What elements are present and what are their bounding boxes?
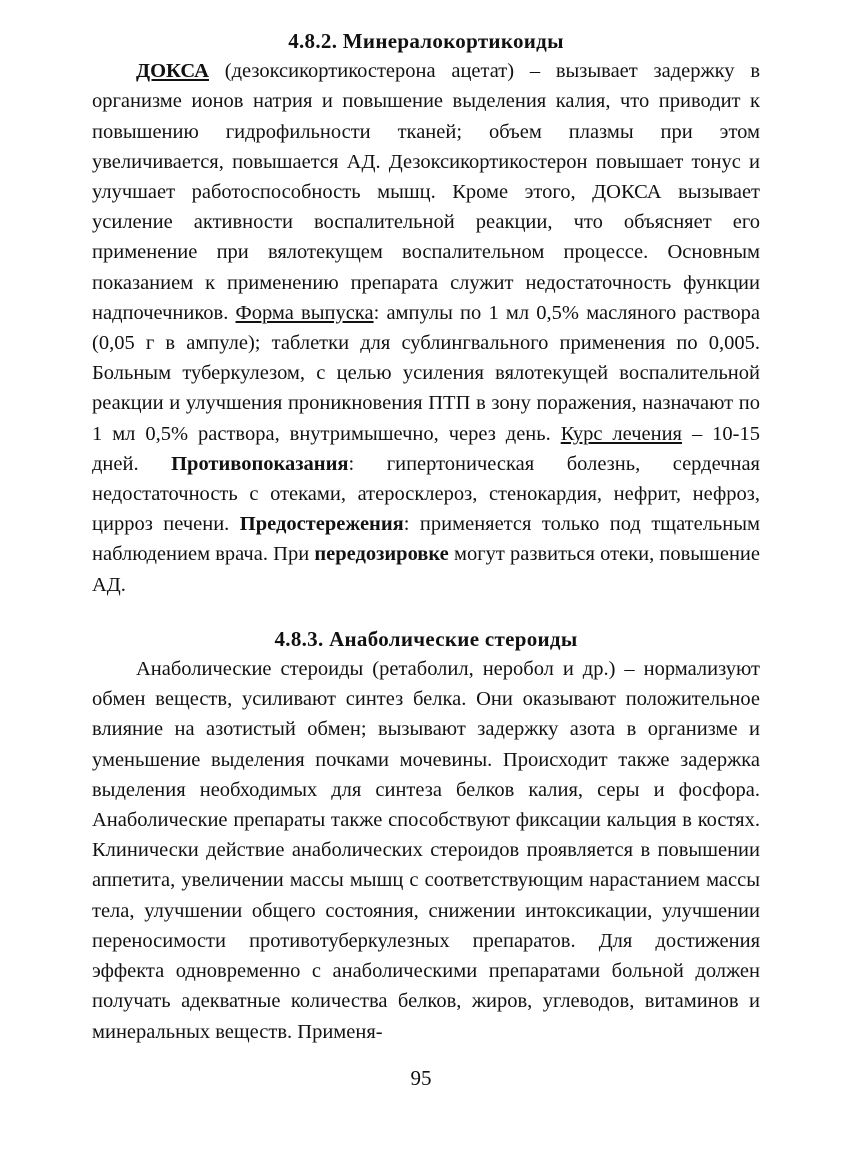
paragraph-doxa	[92, 56, 760, 600]
label-overdose: передозировке	[314, 543, 449, 566]
label-contraindications: Противопоказания	[171, 452, 349, 475]
text-segment: : ампулы по 1 мл 0,5% масляного раствора (0,05 г в ампуле); таблетки для сублингвального применения по 0,005. Больным туберкулезом, с целью усиления вялотекущей воспалительной реакции и улучшения проникновения ПТП в зону поражения, назначают по 1 мл 0,5% раствора, внутримышечно, через день.	[92, 301, 760, 445]
page-number: 95	[410, 1066, 432, 1090]
section-heading-anabolic-steroids: 4.8.3. Анаболические стероиды	[274, 626, 578, 651]
section-heading-mineralocorticoids: 4.8.2. Минералокортикоиды	[288, 29, 564, 53]
label-warnings: Предостережения	[239, 513, 404, 536]
term-doxa: ДОКСА	[136, 60, 209, 83]
text-segment: могут развиться отеки, повышение АД.	[92, 543, 760, 596]
text-segment: (дезоксикортикостерона ацетат) – вызывает задержку в организме ионов натрия и повышение выделения калия, что приводит к повышению гидрофильности тканей; объем плазмы при этом увеличивается, повышается АД. Дезоксикортикостерон повышает тонус и улучшает работоспособность мышц. Кроме этого, ДОКСА вызывает усиление активности воспалительной реакции, что объясняет его применение при вялотекущем воспалительном процессе. Основным показанием к применению препарата служит недостаточность функции надпочечников.	[92, 60, 760, 324]
text-segment: – 10-15 дней.	[92, 422, 760, 475]
paragraph-anabolic: Анаболические стероиды (ретаболил, неробол и др.) – нормализуют обмен веществ, усиливают синтез белка. Они оказывают положительное влияние на азотистый обмен; вызывают задержку азота в организме и уменьшение выделения почками мочевины. Происходит также задержка выделения необходимых для синтеза белков калия, серы и фосфора. Анаболические препараты также способствуют фиксации кальция в костях. Клинически действие анаболических стероидов проявляется в повышении аппетита, увеличении массы мышц с соответствующим нарастанием массы тела, улучшении общего состояния, снижении интоксикации, улучшении переносимости противотуберкулезных препаратов. Для достижения эффекта одновременно с анаболическими препаратами больной должен получать адекватные количества белков, жиров, углеводов, витаминов и минеральных веществ. Применя-	[92, 658, 760, 1043]
label-course: Курс лечения	[560, 422, 682, 445]
text-segment: : применяется только под тщательным наблюдением врача. При	[92, 513, 760, 566]
page-content	[92, 26, 760, 1047]
text-segment: : гипертоническая болезнь, сердечная недостаточность с отеками, атеросклероз, стенокардия, нефрит, нефроз, цирроз печени.	[92, 452, 760, 536]
label-release-form: Форма выпуска	[235, 301, 374, 324]
